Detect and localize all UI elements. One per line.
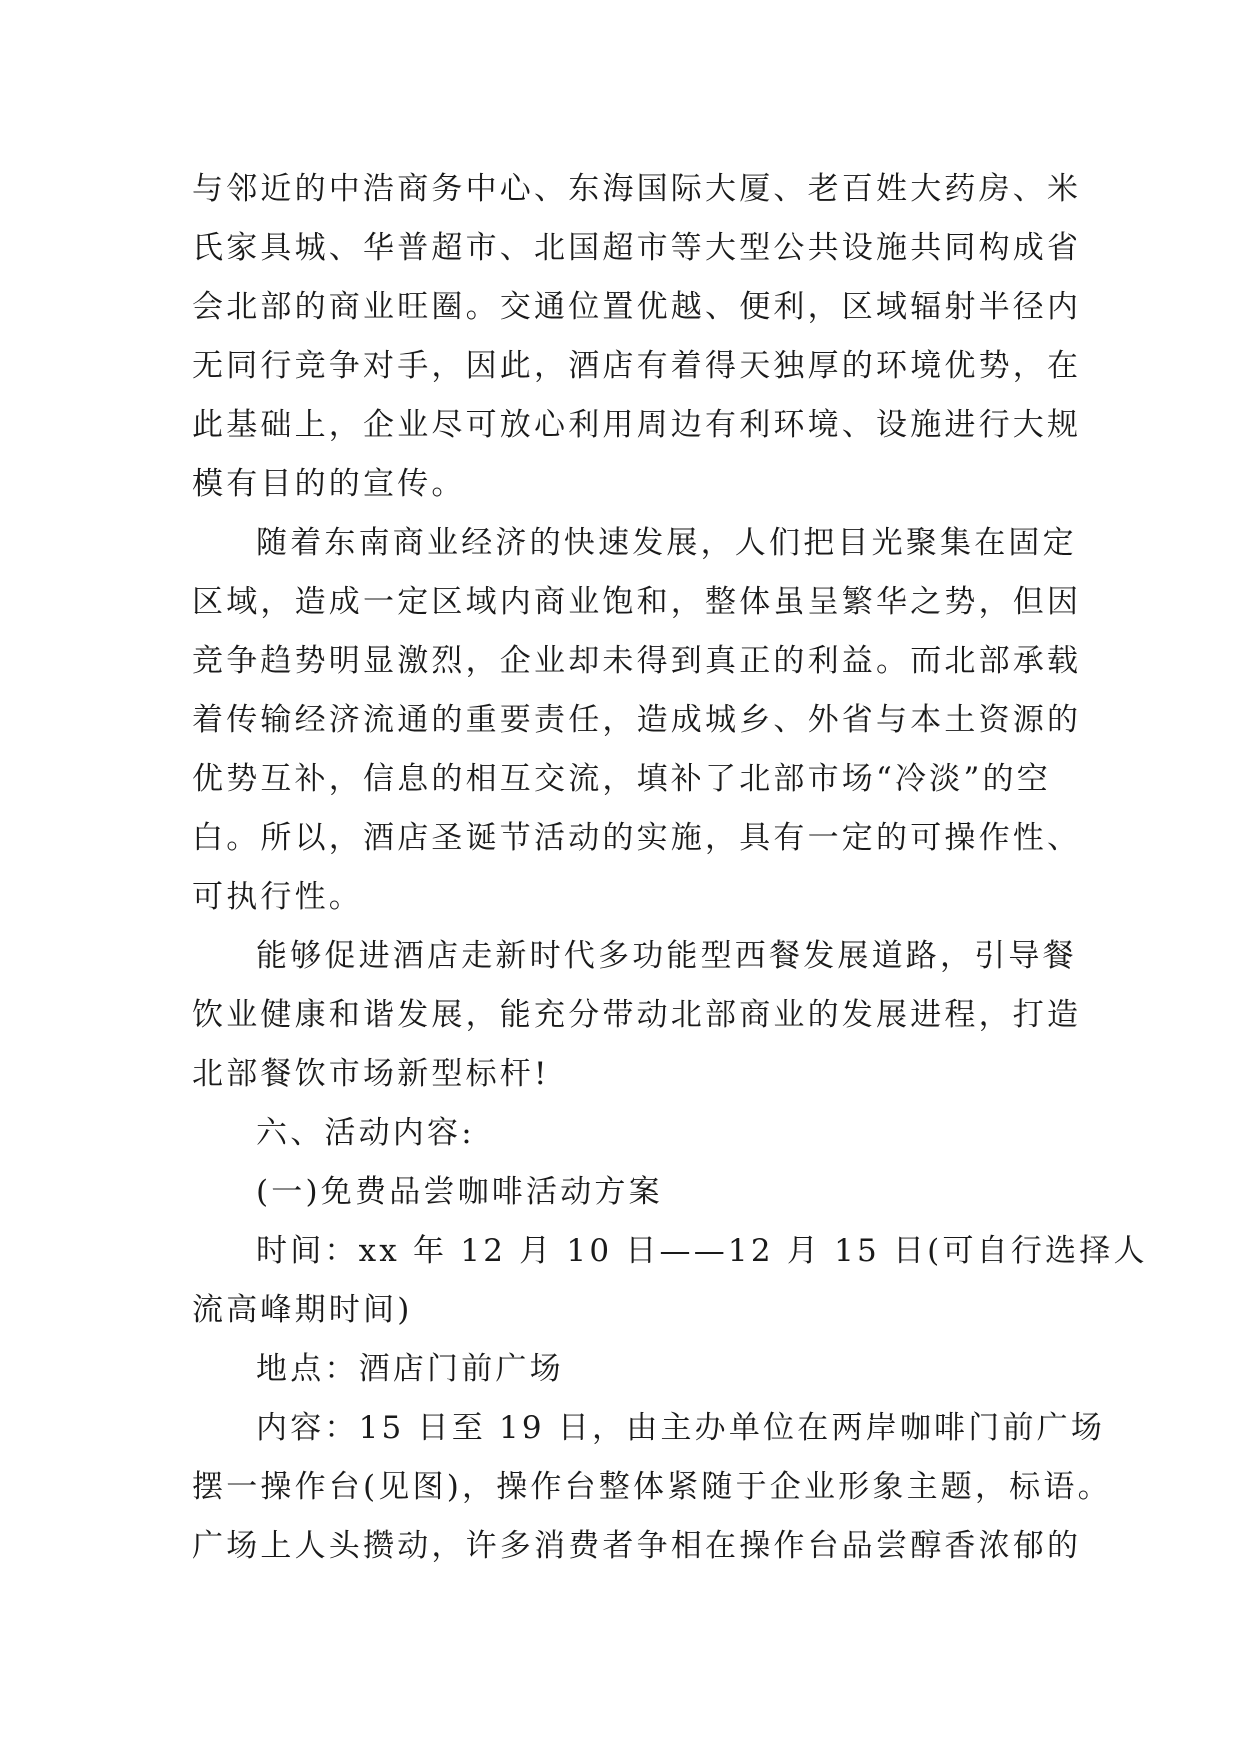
paragraph-time [192, 1222, 1148, 1340]
paragraph-development-goal [192, 927, 1082, 1104]
section-heading-activity-content [192, 1104, 1052, 1163]
text-line: 流高峰期时间) [192, 1292, 413, 1328]
paragraph-location-advantage [192, 160, 1082, 514]
text-line: 此基础上，企业尽可放心利用周边有利环境、设施进行大规 [192, 407, 1082, 443]
text-line: 内容：15 日至 19 日，由主办单位在两岸咖啡门前广场 [256, 1410, 1106, 1446]
text-line: 模有目的的宣传。 [192, 466, 466, 502]
text-line: 可执行性。 [192, 879, 363, 915]
text-line: 无同行竞争对手，因此，酒店有着得天独厚的环境优势，在 [192, 348, 1082, 384]
text-line: 地点：酒店门前广场 [256, 1351, 564, 1387]
text-line: (一)免费品尝咖啡活动方案 [256, 1174, 663, 1210]
text-line: 竞争趋势明显激烈，企业却未得到真正的利益。而北部承载 [192, 643, 1082, 679]
text-line: 白。所以，酒店圣诞节活动的实施，具有一定的可操作性、 [192, 820, 1082, 856]
text-line: 时间：xx 年 12 月 10 日——12 月 15 日(可自行选择人 [256, 1233, 1148, 1269]
text-line: 与邻近的中浩商务中心、东海国际大厦、老百姓大药房、米 [192, 171, 1082, 207]
document-body [192, 160, 1148, 1576]
text-line: 能够促进酒店走新时代多功能型西餐发展道路，引导餐 [256, 938, 1077, 974]
text-line: 六、活动内容: [256, 1115, 475, 1151]
text-line: 区域，造成一定区域内商业饱和，整体虽呈繁华之势，但因 [192, 584, 1082, 620]
text-line: 随着东南商业经济的快速发展，人们把目光聚集在固定 [256, 525, 1077, 561]
text-line: 广场上人头攒动，许多消费者争相在操作台品尝醇香浓郁的 [192, 1528, 1082, 1564]
subsection-heading-coffee-tasting [192, 1163, 1052, 1222]
text-line: 优势互补，信息的相互交流，填补了北部市场“冷淡”的空 [192, 761, 1051, 797]
text-line: 着传输经济流通的重要责任，造成城乡、外省与本土资源的 [192, 702, 1082, 738]
text-line: 摆一操作台(见图)，操作台整体紧随于企业形象主题，标语。 [192, 1469, 1112, 1505]
paragraph-market-analysis [192, 514, 1082, 927]
text-line: 氏家具城、华普超市、北国超市等大型公共设施共同构成省 [192, 230, 1082, 266]
text-line: 会北部的商业旺圈。交通位置优越、便利，区域辐射半径内 [192, 289, 1082, 325]
text-line: 饮业健康和谐发展，能充分带动北部商业的发展进程，打造 [192, 997, 1082, 1033]
paragraph-content [192, 1399, 1112, 1576]
text-line: 北部餐饮市场新型标杆! [192, 1056, 550, 1092]
paragraph-location [192, 1340, 1052, 1399]
